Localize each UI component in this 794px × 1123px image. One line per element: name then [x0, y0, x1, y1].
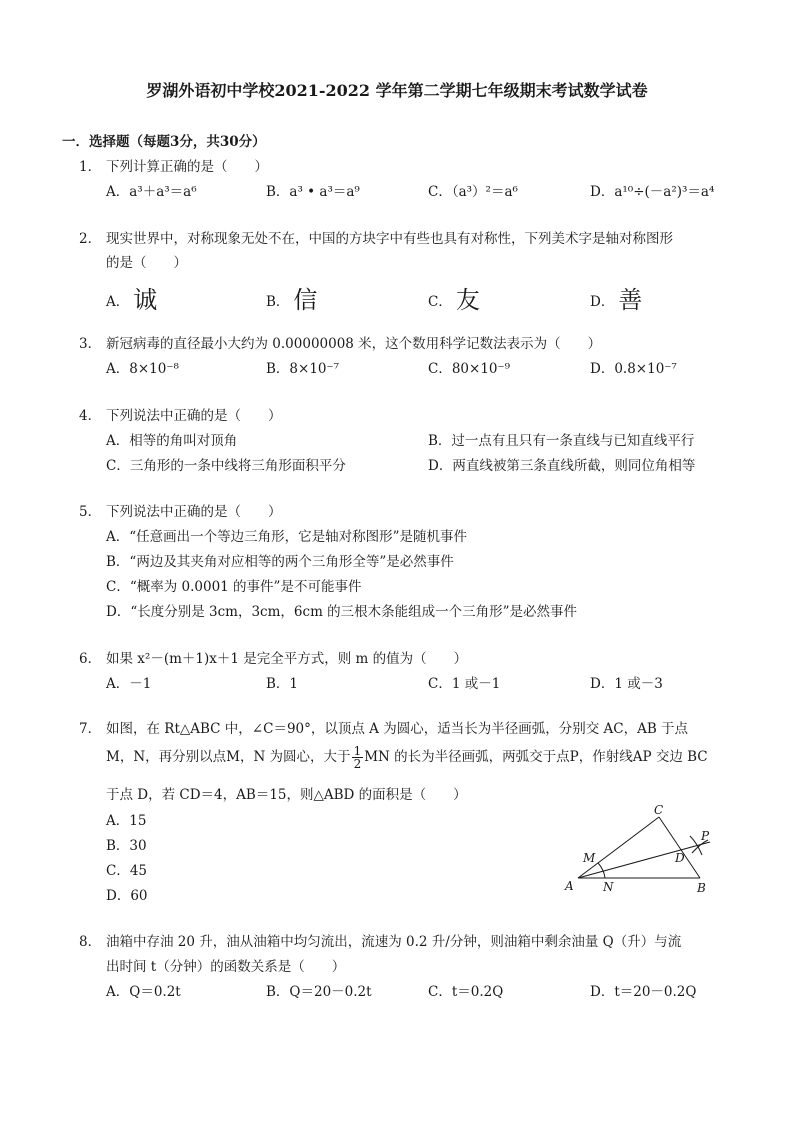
ray-ap [578, 842, 710, 878]
question-number: 4． [79, 408, 102, 424]
segment-cb [659, 817, 700, 878]
question-number: 7． [79, 721, 102, 737]
option-b: B．1 [266, 676, 299, 692]
option-a: A．a³＋a³＝a⁶ [106, 184, 197, 200]
option-d: D．60 [106, 888, 148, 904]
option-label: A． [106, 294, 130, 310]
text-segment: M，N，再分别以点M，N 为圆心，大于 [106, 749, 351, 765]
option-character: 善 [618, 286, 643, 314]
question-text-line-1: 现实世界中，对称现象无处不在，中国的方块字中有些也具有对称性，下列美术字是轴对称图形 [106, 231, 673, 247]
question-number: 8． [79, 934, 102, 950]
label-n: N [603, 880, 614, 894]
option-a: A．－1 [106, 676, 152, 692]
option-a: A．8×10⁻⁸ [106, 361, 179, 377]
option-d: D．t＝20－0.2Q [590, 984, 697, 1000]
option-c: C．80×10⁻⁹ [428, 361, 511, 377]
label-d: D [675, 851, 685, 865]
option-b: B．Q＝20－0.2t [266, 984, 372, 1000]
question-text-line-2: 出时间 t（分钟）的函数关系是（ ） [106, 959, 346, 975]
option-b: B．“两边及其夹角对应相等的两个三角形全等”是必然事件 [106, 554, 454, 570]
fraction [352, 745, 364, 770]
option-label: C． [428, 294, 452, 310]
question-text-line-2: 的是（ ） [106, 255, 187, 271]
question-number: 5． [79, 504, 102, 520]
option-d: D．两直线被第三条直线所截，则同位角相等 [428, 458, 696, 474]
question-text: 如果 x²－(m＋1)x＋1 是完全平方式，则 m 的值为（ ） [106, 651, 468, 667]
option-b: B．30 [106, 838, 147, 854]
option-a: A．Q＝0.2t [106, 984, 181, 1000]
question-text-line-2 [106, 745, 708, 770]
option-b: B．a³ • a³＝a⁹ [266, 184, 360, 200]
question-number: 2． [79, 231, 102, 247]
option-d: D．1 或－3 [590, 676, 663, 692]
option-c: C．三角形的一条中线将三角形面积平分 [106, 458, 346, 474]
option-character: 友 [455, 286, 480, 314]
option-c: C．t＝0.2Q [428, 984, 504, 1000]
option-a: A．“任意画出一个等边三角形，它是轴对称图形”是随机事件 [106, 529, 468, 545]
exam-title: 罗湖外语初中学校2021-2022 学年第二学期七年级期末考试数学试卷 [146, 81, 648, 100]
fraction-numerator: 1 [353, 744, 362, 758]
option-d: D．a¹⁰÷(－a²)³＝a⁴ [590, 184, 715, 200]
triangle-figure [560, 800, 730, 900]
question-number: 1． [79, 159, 102, 175]
text-segment: MN 的长为半径画弧，两弧交于点P，作射线AP 交边 BC [364, 749, 708, 765]
label-m: M [583, 851, 596, 865]
question-text-line-1: 如图，在 Rt△ABC 中，∠C＝90°，以顶点 A 为圆心，适当长为半径画弧，分别交 AC，AB 于点 [106, 721, 689, 737]
fraction-denominator: 2 [353, 757, 362, 771]
question-number: 3． [79, 336, 102, 352]
option-b [266, 280, 317, 315]
option-d [590, 280, 642, 315]
question-text-line-3: 于点 D，若 CD＝4，AB＝15，则△ABD 的面积是（ ） [106, 787, 467, 803]
option-d: D．“长度分别是 3cm，3cm，6cm 的三根木条能组成一个三角形”是必然事件 [106, 604, 578, 620]
option-a: A．15 [106, 813, 147, 829]
question-text: 下列说法中正确的是（ ） [106, 408, 282, 424]
option-a: A．相等的角叫对顶角 [106, 433, 238, 449]
label-b: B [697, 881, 706, 895]
question-number: 6． [79, 651, 102, 667]
option-character: 信 [293, 286, 318, 314]
label-p: P [701, 829, 710, 843]
label-c: C [654, 803, 664, 817]
segment-ac [578, 817, 659, 878]
option-c: C．45 [106, 863, 148, 879]
option-label: D． [590, 294, 615, 310]
label-a: A [565, 879, 574, 893]
option-c [428, 280, 480, 315]
option-c: C．1 或－1 [428, 676, 501, 692]
option-character: 诚 [133, 286, 158, 314]
question-text: 下列说法中正确的是（ ） [106, 504, 282, 520]
option-c: C．“概率为 0.0001 的事件”是不可能事件 [106, 579, 362, 595]
option-d: D．0.8×10⁻⁷ [590, 361, 677, 377]
question-text: 下列计算正确的是（ ） [106, 159, 268, 175]
section-heading: 一．选择题（每题3分，共30分） [62, 134, 266, 150]
question-text-line-1: 油箱中存油 20 升，油从油箱中均匀流出，流速为 0.2 升/分钟，则油箱中剩余油量 Q（升）与流 [106, 934, 682, 950]
option-label: B． [266, 294, 290, 310]
question-text: 新冠病毒的直径最小大约为 0.00000008 米，这个数用科学记数法表示为（ ） [106, 336, 602, 352]
option-b: B．过一点有且只有一条直线与已知直线平行 [428, 433, 695, 449]
option-c: C．（a³）²＝a⁶ [428, 184, 518, 200]
option-b: B．8×10⁻⁷ [266, 361, 340, 377]
option-a [106, 280, 157, 315]
